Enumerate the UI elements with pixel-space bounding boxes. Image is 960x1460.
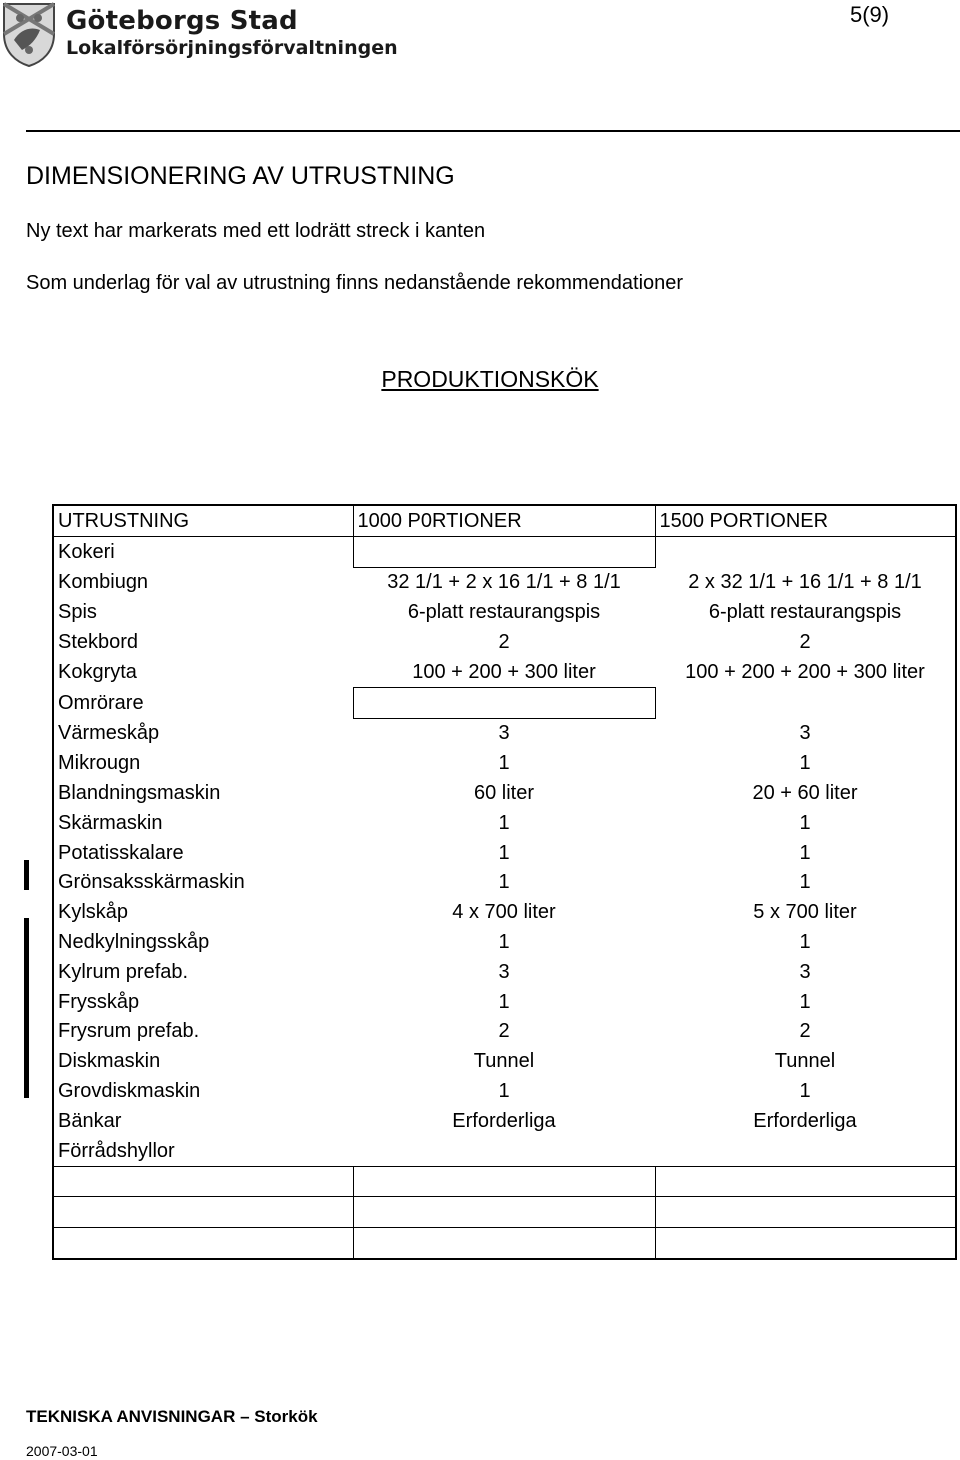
value-1500: 1: [655, 1076, 956, 1106]
value-1500: 2: [655, 1017, 956, 1047]
equipment-name: Frysskåp: [53, 987, 353, 1017]
equipment-table: [52, 504, 957, 1260]
equipment-name: Kylrum prefab.: [53, 957, 353, 987]
value-1000: 3: [498, 722, 510, 745]
value-1500: 1: [655, 868, 956, 898]
empty-cell: [655, 1197, 956, 1228]
change-note-text: Ny text har markerats med ett lodrätt streck i kanten: [26, 220, 486, 242]
value-1000: 3: [498, 960, 510, 983]
value-1500: 1: [655, 927, 956, 957]
value-1500: 2: [655, 627, 956, 657]
equipment-name: Omrörare: [53, 687, 353, 718]
empty-cell: [655, 1228, 956, 1259]
equipment-name: Skärmaskin: [53, 808, 353, 838]
table-row: [53, 897, 956, 927]
value-1000: 1: [498, 752, 510, 775]
table-header-row: [53, 505, 956, 536]
value-1000: 1: [498, 931, 510, 954]
value-1000: 2: [498, 1020, 510, 1043]
equipment-name: Mikrougn: [53, 748, 353, 778]
empty-cell: [53, 1197, 353, 1228]
value-1500: 5 x 700 liter: [655, 897, 956, 927]
table-row: [53, 778, 956, 808]
organization-header: [66, 6, 398, 60]
empty-cell: [655, 1166, 956, 1197]
value-1000: 4 x 700 liter: [452, 901, 556, 924]
value-1500: Erforderliga: [655, 1106, 956, 1136]
value-1000: [353, 687, 655, 718]
value-1000: [353, 536, 655, 567]
table-row: [53, 536, 956, 567]
equipment-name: Frysrum prefab.: [53, 1017, 353, 1047]
value-1000: 1: [498, 871, 510, 894]
equipment-name: Kombiugn: [53, 567, 353, 597]
equipment-name: Förrådshyllor: [53, 1136, 353, 1166]
equipment-name: Grovdiskmaskin: [53, 1076, 353, 1106]
table-row: [53, 748, 956, 778]
table-row: [53, 657, 956, 687]
value-1500: 1: [655, 987, 956, 1017]
table-row: [53, 1046, 956, 1076]
value-1500: 20 + 60 liter: [655, 778, 956, 808]
section-title: PRODUKTIONSKÖK: [381, 366, 599, 392]
table-row: [53, 718, 956, 748]
empty-table-row: [53, 1228, 956, 1259]
value-1500: 2 x 32 1/1 + 16 1/1 + 8 1/1: [655, 567, 956, 597]
table-row: [53, 687, 956, 718]
value-1500: [655, 536, 956, 567]
equipment-name: Stekbord: [53, 627, 353, 657]
value-1500: [655, 1136, 956, 1166]
value-1000: 2: [498, 631, 510, 654]
value-1500: [655, 687, 956, 718]
equipment-name: Kokeri: [53, 536, 353, 567]
equipment-name: Grönsaksskärmaskin: [53, 868, 353, 898]
value-1000: 1: [498, 1080, 510, 1103]
equipment-name: Diskmaskin: [53, 1046, 353, 1076]
table-row: [53, 1136, 956, 1166]
empty-table-row: [53, 1166, 956, 1197]
value-1500: 100 + 200 + 200 + 300 liter: [655, 657, 956, 687]
column-header-equipment: UTRUSTNING: [53, 505, 353, 536]
value-1000: 32 1/1 + 2 x 16 1/1 + 8 1/1: [387, 571, 621, 594]
equipment-name: Blandningsmaskin: [53, 778, 353, 808]
header-divider: [26, 130, 960, 132]
table-row: [53, 1076, 956, 1106]
equipment-name: Potatisskalare: [53, 838, 353, 868]
value-1000: Erforderliga: [452, 1109, 556, 1132]
value-1500: Tunnel: [655, 1046, 956, 1076]
table-row: [53, 838, 956, 868]
table-row: [53, 1017, 956, 1047]
value-1500: 1: [655, 808, 956, 838]
change-marker-bar: [24, 918, 29, 1098]
value-1500: 3: [655, 957, 956, 987]
value-1000: 6-platt restaurangspis: [407, 601, 601, 624]
equipment-name: Bänkar: [53, 1106, 353, 1136]
equipment-name: Kylskåp: [53, 897, 353, 927]
table-row: [53, 927, 956, 957]
page-number: 5(9): [850, 2, 890, 27]
value-1000: 100 + 200 + 300 liter: [412, 660, 596, 683]
city-coat-of-arms-logo: [0, 0, 58, 68]
value-1500: 1: [655, 748, 956, 778]
table-row: [53, 627, 956, 657]
empty-cell: [353, 1166, 655, 1197]
footer-date: 2007-03-01: [26, 1443, 98, 1459]
empty-cell: [53, 1166, 353, 1197]
value-1000: 1: [498, 811, 510, 834]
table-row: [53, 957, 956, 987]
equipment-name: Värmeskåp: [53, 718, 353, 748]
table-row: [53, 868, 956, 898]
empty-table-row: [53, 1197, 956, 1228]
equipment-name: Kokgryta: [53, 657, 353, 687]
organization-name: Göteborgs Stad: [66, 6, 298, 36]
value-1500: 3: [655, 718, 956, 748]
empty-cell: [53, 1228, 353, 1259]
value-1000: Tunnel: [473, 1050, 535, 1073]
empty-cell: [353, 1228, 655, 1259]
table-row: [53, 987, 956, 1017]
value-1000: 1: [498, 990, 510, 1013]
equipment-name: Nedkylningsskåp: [53, 927, 353, 957]
empty-cell: [353, 1197, 655, 1228]
column-header-1000: 1000 P0RTIONER: [353, 505, 655, 536]
intro-text: Som underlag för val av utrustning finns nedanstående rekommendationer: [26, 272, 684, 294]
table-row: [53, 567, 956, 597]
value-1500: 6-platt restaurangspis: [655, 597, 956, 627]
table-row: [53, 597, 956, 627]
value-1000: [353, 1136, 655, 1166]
value-1000: 1: [498, 841, 510, 864]
document-title: DIMENSIONERING AV UTRUSTNING: [26, 162, 455, 190]
footer-title: TEKNISKA ANVISNINGAR – Storkök: [26, 1407, 318, 1426]
change-marker-bar: [24, 860, 29, 890]
table-row: [53, 1106, 956, 1136]
value-1000: 60 liter: [473, 782, 535, 805]
value-1500: 1: [655, 838, 956, 868]
table-row: [53, 808, 956, 838]
organization-department: Lokalförsörjningsförvaltningen: [66, 37, 398, 59]
equipment-name: Spis: [53, 597, 353, 627]
column-header-1500: 1500 PORTIONER: [655, 505, 956, 536]
